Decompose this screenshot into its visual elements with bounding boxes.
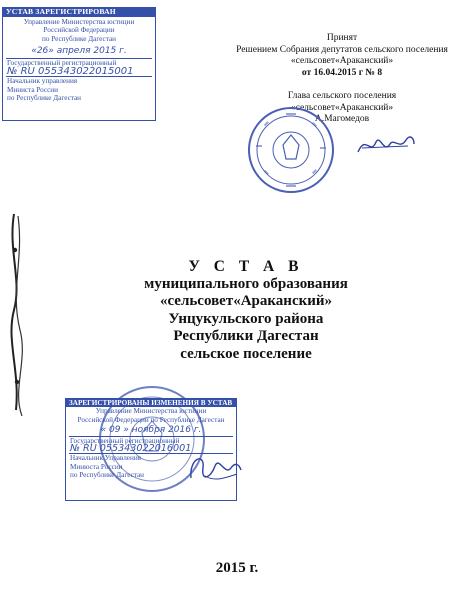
title-line: муниципального образования: [144, 275, 348, 292]
changes-date: « 09 » ноября 2016 г.: [100, 425, 202, 436]
authority-line: Российской Федерации: [43, 26, 115, 35]
authority-line: Российской Федерации по Республике Дагестан: [77, 415, 225, 424]
authority-line: по Республике Дагестан: [41, 34, 117, 43]
registration-stamp: [2, 7, 156, 121]
head-entity: «сельсовет«Араканский»: [290, 102, 394, 113]
head-name: А.Магомедов: [314, 114, 370, 124]
title-line: Унцукульского района: [168, 310, 324, 327]
round-seal-icon: [246, 105, 336, 195]
binding-thread: [0, 210, 40, 420]
signature-icon: [356, 130, 416, 160]
registration-number: № RU 055343022015001: [7, 65, 134, 77]
document-title: [100, 258, 392, 363]
title-line: «сельсовет«Араканский»: [159, 293, 333, 309]
changes-stamp-authority: [66, 407, 236, 424]
registration-stamp-header: УСТАВ ЗАРЕГИСТРИРОВАН: [3, 8, 155, 17]
stamp-footer-line: Начальник Управления: [70, 454, 141, 463]
decision-date: от 16.04.2015 г № 8: [301, 67, 383, 78]
accepted-label: Принят: [326, 33, 358, 43]
stamp-footer-line: Минюста России: [70, 462, 123, 471]
authority-line: Управление Министерства юстиции: [23, 17, 135, 26]
registration-stamp-authority: [3, 17, 155, 45]
title-line: Республики Дагестан: [173, 328, 319, 344]
stamp-footer-line: Министа России: [7, 85, 59, 94]
document-year: 2015 г.: [215, 560, 259, 576]
title-ustav: У С Т А В: [188, 258, 304, 275]
signature-icon: [185, 448, 245, 488]
changes-reg-label: Государственный регистрационный: [70, 436, 180, 445]
head-title: Глава сельского поселения: [287, 91, 397, 101]
stamp-footer-line: Начальник управления: [7, 77, 78, 86]
registration-label: Государственный регистрационный: [7, 58, 117, 67]
registration-date: «26» апреля 2015 г.: [31, 46, 127, 57]
stamp-footer-line: по Республике Дагестан: [70, 471, 145, 480]
changes-reg-number: № RU 055343022016001: [70, 443, 192, 455]
title-line: сельское поселение: [180, 345, 312, 362]
authority-line: Управление Министерства юстиции: [95, 407, 207, 416]
decision-text: Решением Собрания депутатов сельского поселения «сельсовет«Араканский»: [236, 44, 448, 66]
changes-stamp-header: ЗАРЕГИСТРИРОВАНЫ ИЗМЕНЕНИЯ В УСТАВ: [66, 399, 236, 407]
stamp-footer-line: по Республике Дагестан: [7, 94, 82, 103]
